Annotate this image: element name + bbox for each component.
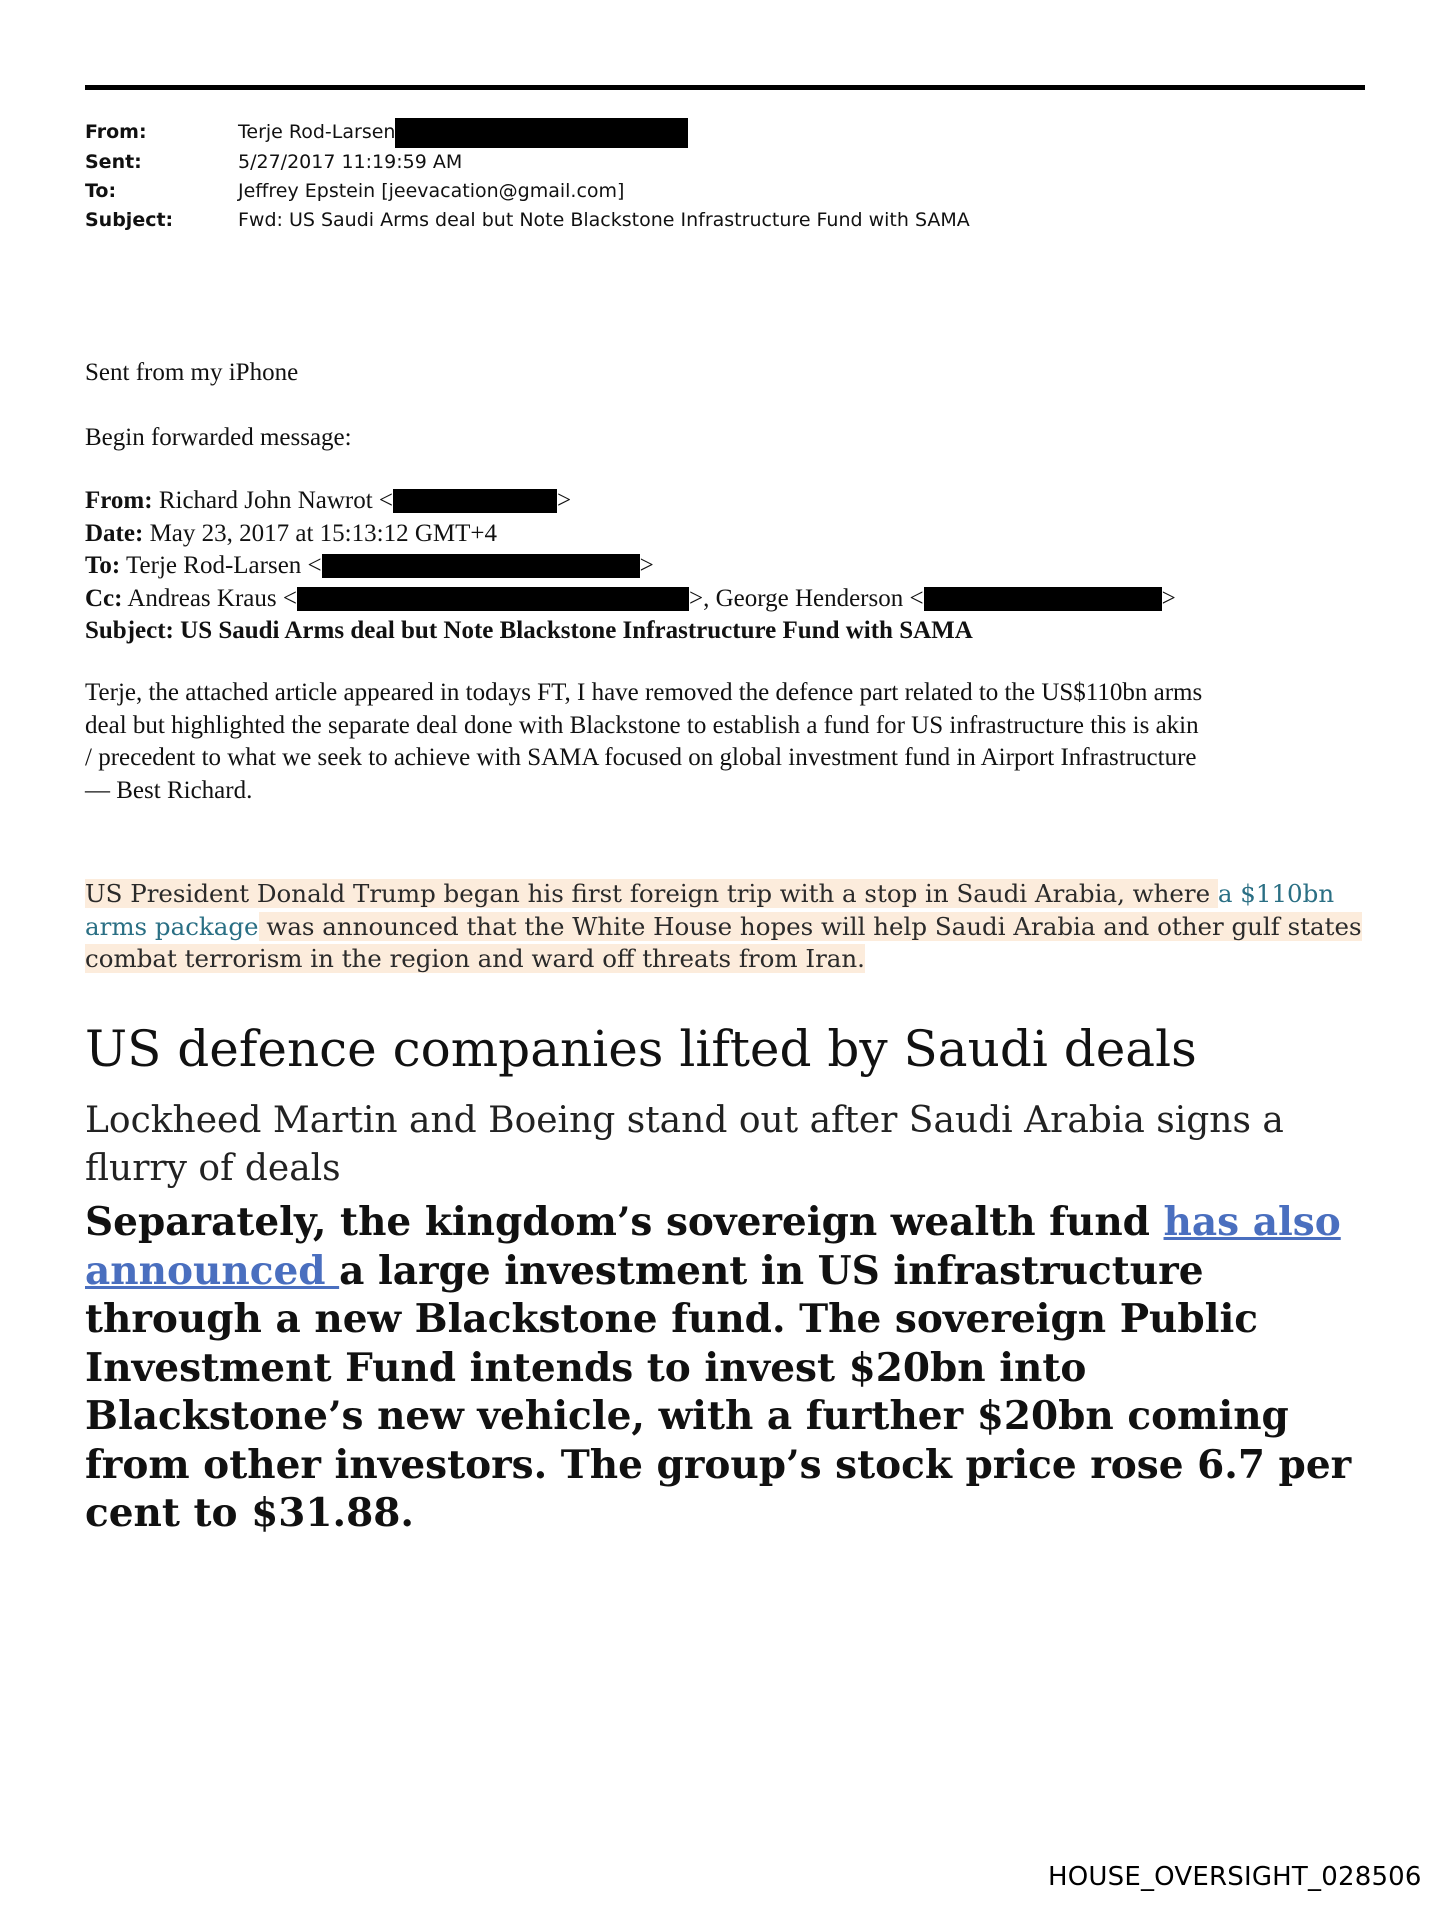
fwd-to-row — [85, 550, 1176, 583]
body-text: Separately, the kingdom’s sovereign wealth fund — [85, 1199, 1164, 1245]
sent-value: 5/27/2017 11:19:59 AM — [238, 151, 463, 173]
excerpt-text: combat terrorism in the region and ward off threats from Iran. — [85, 944, 865, 973]
excerpt-line — [85, 911, 1362, 944]
angle-close: > — [639, 552, 654, 579]
message-line: — Best Richard. — [85, 776, 253, 804]
message-body — [85, 677, 1385, 807]
body-line: Blackstone’s new vehicle, with a further $20bn coming — [85, 1393, 1289, 1439]
article-subheadline — [85, 1097, 1284, 1193]
excerpt-text: was announced that the White House hopes will help Saudi Arabia and other gulf states — [258, 911, 1362, 941]
redaction-box — [393, 489, 557, 513]
sent-label: Sent: — [85, 151, 142, 173]
body-line — [85, 1198, 1351, 1247]
body-line: Investment Fund intends to invest $20bn into — [85, 1344, 1087, 1391]
article-excerpt — [85, 878, 1362, 976]
fwd-from-row — [85, 485, 1176, 518]
fwd-to-label: To: — [85, 552, 121, 579]
body-text: a large investment in US infrastructure — [339, 1247, 1204, 1294]
has-also-announced-link[interactable]: announced — [85, 1247, 340, 1294]
redaction-box — [924, 587, 1162, 611]
fwd-date-label: Date: — [85, 519, 144, 547]
excerpt-line — [85, 943, 1362, 976]
begin-forwarded-line: Begin forwarded message: — [85, 424, 352, 451]
fwd-from-label: From: — [85, 487, 153, 514]
subheadline-line: Lockheed Martin and Boeing stand out after Saudi Arabia signs a — [85, 1100, 1284, 1141]
to-value: Jeffrey Epstein [jeevacation@gmail.com] — [238, 180, 625, 202]
fwd-subject-label: Subject: — [85, 617, 174, 644]
message-line: deal but highlighted the separate deal done with Blackstone to establish a fund for US infrastructure this is akin — [85, 711, 1199, 739]
article-headline: US defence companies lifted by Saudi deals — [85, 1020, 1197, 1078]
fwd-to-value: Terje Rod-Larsen < — [126, 552, 322, 579]
from-value: Terje Rod-Larsen — [238, 121, 396, 143]
fwd-cc-value-2: >, George Henderson < — [688, 584, 924, 612]
body-line: from other investors. The group’s stock price rose 6.7 per — [85, 1441, 1352, 1488]
redaction-box — [322, 554, 640, 578]
arms-package-link[interactable]: arms package — [85, 911, 259, 941]
excerpt-line — [85, 878, 1362, 911]
redaction-box — [395, 118, 688, 148]
header-from-row — [85, 118, 970, 148]
fwd-subject-value: US Saudi Arms deal but Note Blackstone Infrastructure Fund with SAMA — [180, 617, 973, 644]
body-line: through a new Blackstone fund. The sovereign Public — [85, 1296, 1259, 1342]
forwarded-header — [85, 485, 1176, 648]
has-also-announced-link[interactable]: has also — [1163, 1199, 1341, 1245]
email-header — [85, 118, 970, 235]
fwd-cc-row — [85, 583, 1176, 616]
message-line: / precedent to what we seek to achieve with SAMA focused on global investment fund in Airport Infrastructure — [85, 744, 1197, 771]
fwd-cc-value-1: Andreas Kraus < — [127, 584, 297, 612]
body-line: cent to $31.88. — [85, 1490, 414, 1536]
arms-package-link[interactable]: a $110bn — [1217, 879, 1335, 908]
bates-number: HOUSE_OVERSIGHT_028506 — [1048, 1862, 1422, 1892]
subject-value: Fwd: US Saudi Arms deal but Note Blackstone Infrastructure Fund with SAMA — [238, 209, 970, 231]
subject-label: Subject: — [85, 209, 174, 231]
from-label: From: — [85, 121, 147, 143]
fwd-date-row — [85, 518, 1176, 551]
fwd-date-value: May 23, 2017 at 15:13:12 GMT+4 — [149, 519, 497, 547]
angle-close: > — [1161, 584, 1176, 612]
article-body — [85, 1198, 1351, 1538]
header-rule — [85, 85, 1365, 90]
header-to-row — [85, 177, 970, 206]
body-line — [85, 1247, 1351, 1296]
header-subject-row — [85, 206, 970, 235]
subheadline-line: flurry of deals — [85, 1148, 341, 1189]
message-line: Terje, the attached article appeared in todays FT, I have removed the defence part related to the US$110bn arms — [85, 679, 1203, 706]
fwd-cc-label: Cc: — [85, 584, 123, 612]
angle-close: > — [557, 487, 572, 514]
fwd-from-value: Richard John Nawrot < — [158, 487, 394, 514]
to-label: To: — [85, 180, 117, 202]
redaction-box — [297, 587, 689, 611]
sent-from-line: Sent from my iPhone — [85, 359, 299, 386]
fwd-subject-row — [85, 615, 1176, 648]
excerpt-text: US President Donald Trump began his first foreign trip with a stop in Saudi Arabia, where — [85, 879, 1218, 908]
header-sent-row — [85, 148, 970, 177]
